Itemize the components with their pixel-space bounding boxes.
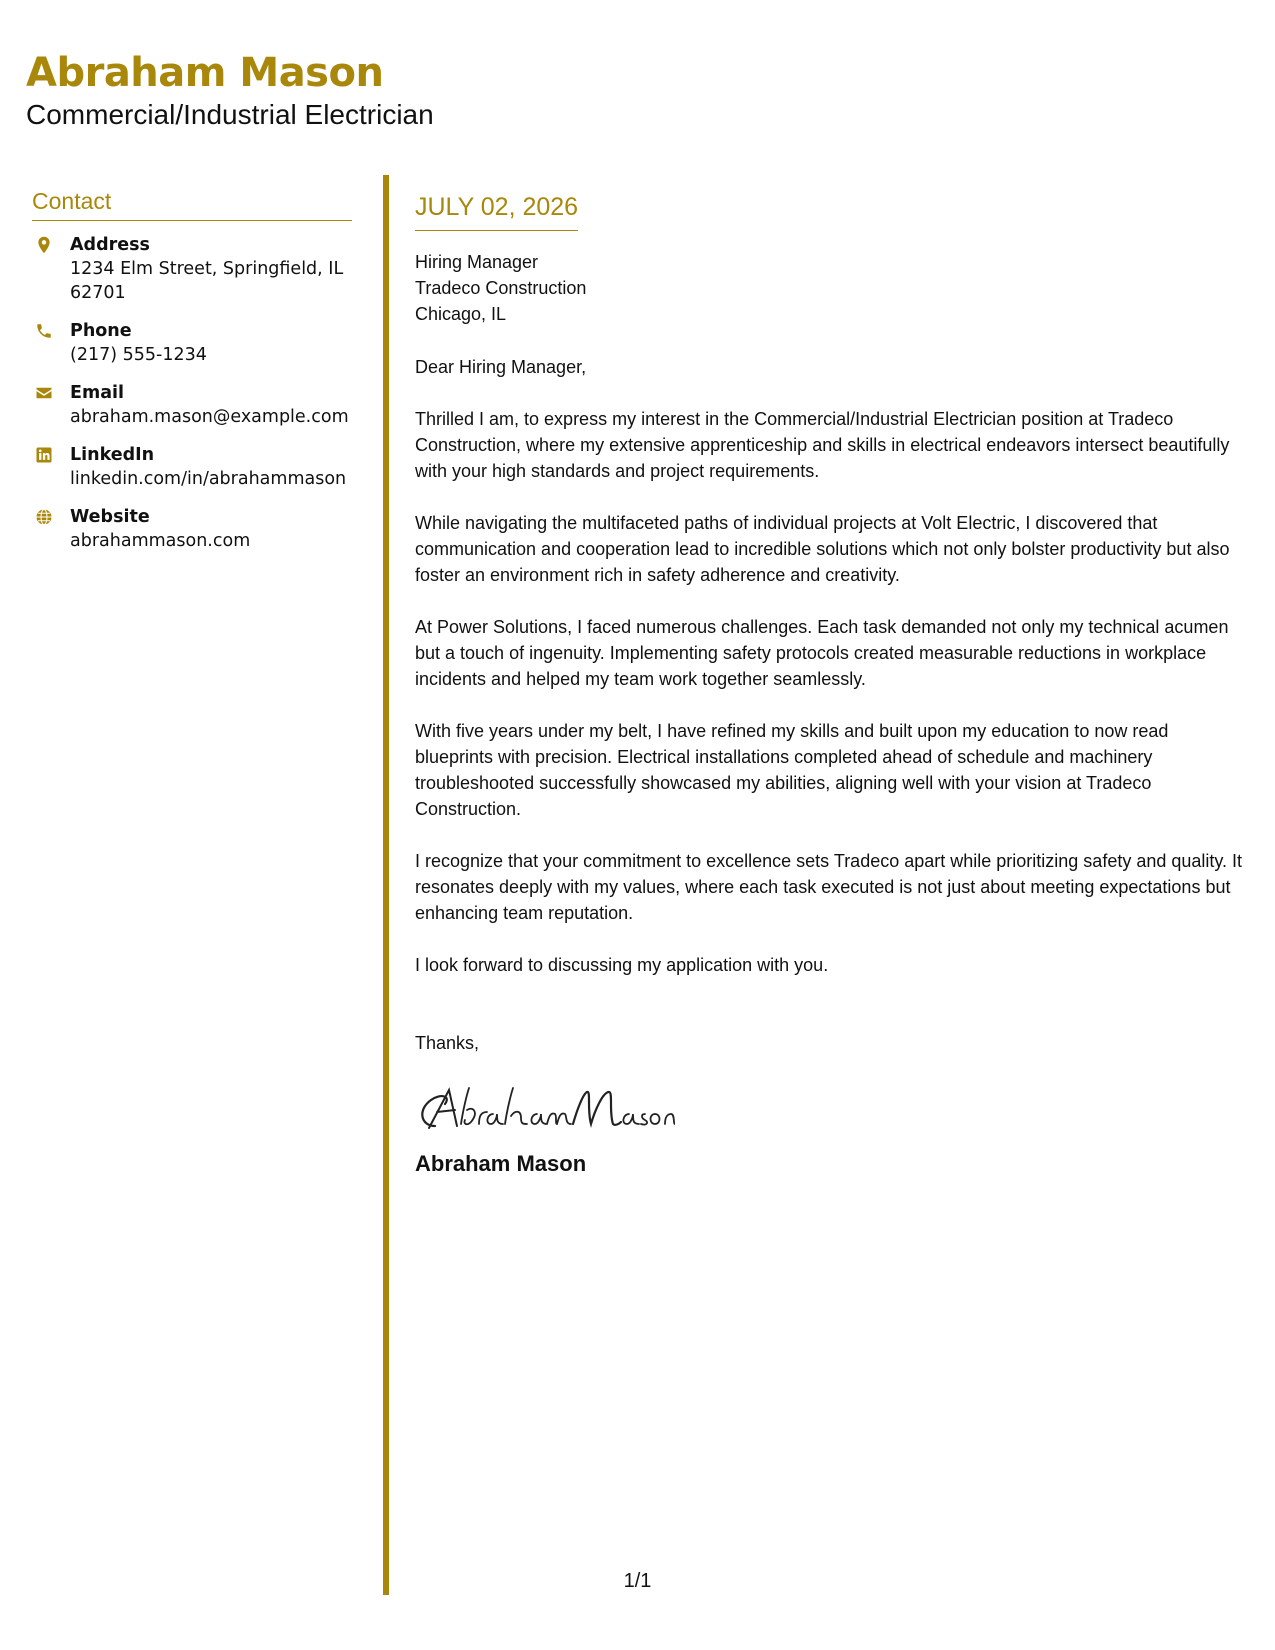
- contact-item-email: [32, 381, 352, 429]
- map-pin-icon: [32, 233, 70, 254]
- contact-heading: Contact: [32, 186, 352, 221]
- contact-sidebar: [32, 186, 352, 567]
- paragraph: With five years under my belt, I have refined my skills and built upon my education to now read blueprints with precision. Electrical installations completed ahead of schedule and machinery troubleshooted successfully showcased my abilities, aligning well with your vision at Tradeco Construction.: [415, 721, 1169, 819]
- paragraph: At Power Solutions, I faced numerous challenges. Each task demanded not only my technical acumen but a touch of ingenuity. Implementing safety protocols created measurable reductions in workplace incidents and helped my team work together seamlessly.: [415, 617, 1229, 689]
- linkedin-icon: [32, 443, 70, 464]
- contact-label: LinkedIn: [70, 445, 155, 465]
- contact-label: Phone: [70, 321, 132, 341]
- paragraph: While navigating the multifaceted paths of individual projects at Volt Electric, I discovered that communication and cooperation lead to incredible solutions which not only bolster productivity but also foster an environment rich in safety adherence and creativity.: [415, 513, 1230, 585]
- signed-name: Abraham Mason: [415, 1151, 587, 1176]
- recipient-title: Hiring Manager: [415, 252, 539, 272]
- contact-value-linkedin[interactable]: linkedin.com/in/abrahammason: [70, 469, 347, 489]
- envelope-icon: [32, 381, 70, 402]
- vertical-divider: [383, 175, 389, 1595]
- globe-icon: [32, 505, 70, 526]
- paragraph: Thrilled I am, to express my interest in the Commercial/Industrial Electrician position at Tradeco Construction, where my extensive apprenticeship and skills in electrical endeavors intersect beautifully with your high standards and project requirements.: [415, 409, 1230, 481]
- contact-label: Address: [70, 235, 150, 255]
- contact-item-phone: [32, 319, 352, 367]
- closing: Thanks,: [415, 1033, 480, 1053]
- contact-label: Email: [70, 383, 124, 403]
- recipient-company: Tradeco Construction: [415, 278, 587, 298]
- contact-list: [32, 233, 352, 553]
- phone-icon: [32, 319, 70, 340]
- paragraph: I recognize that your commitment to excellence sets Tradeco apart while prioritizing safety and quality. It resonates deeply with my values, where each task executed is not just about meeting expectations but enhancing team reputation.: [415, 851, 1243, 923]
- greeting: Dear Hiring Manager,: [415, 357, 587, 377]
- contact-value-phone[interactable]: (217) 555-1234: [70, 345, 207, 365]
- contact-value-address: 1234 Elm Street, Springfield, IL 62701: [70, 259, 344, 303]
- page-number: [0, 1570, 1275, 1593]
- contact-item-linkedin: [32, 443, 352, 491]
- header: [26, 48, 434, 132]
- recipient-location: Chicago, IL: [415, 304, 507, 324]
- contact-value-website[interactable]: abrahammason.com: [70, 531, 251, 551]
- candidate-name: Abraham Mason: [26, 50, 384, 96]
- letter-date: JULY 02, 2026: [415, 190, 578, 231]
- contact-value-email[interactable]: abraham.mason@example.com: [70, 407, 349, 427]
- recipient-block: [415, 249, 1245, 327]
- letter-body: [415, 190, 1245, 1178]
- contact-label: Website: [70, 507, 150, 527]
- paragraph: I look forward to discussing my application with you.: [415, 955, 829, 975]
- contact-item-website: [32, 505, 352, 553]
- job-title: Commercial/Industrial Electrician: [26, 99, 434, 130]
- contact-item-address: [32, 233, 352, 305]
- handwritten-signature: [415, 1080, 1245, 1140]
- page-number-text: 1/1: [623, 1570, 652, 1592]
